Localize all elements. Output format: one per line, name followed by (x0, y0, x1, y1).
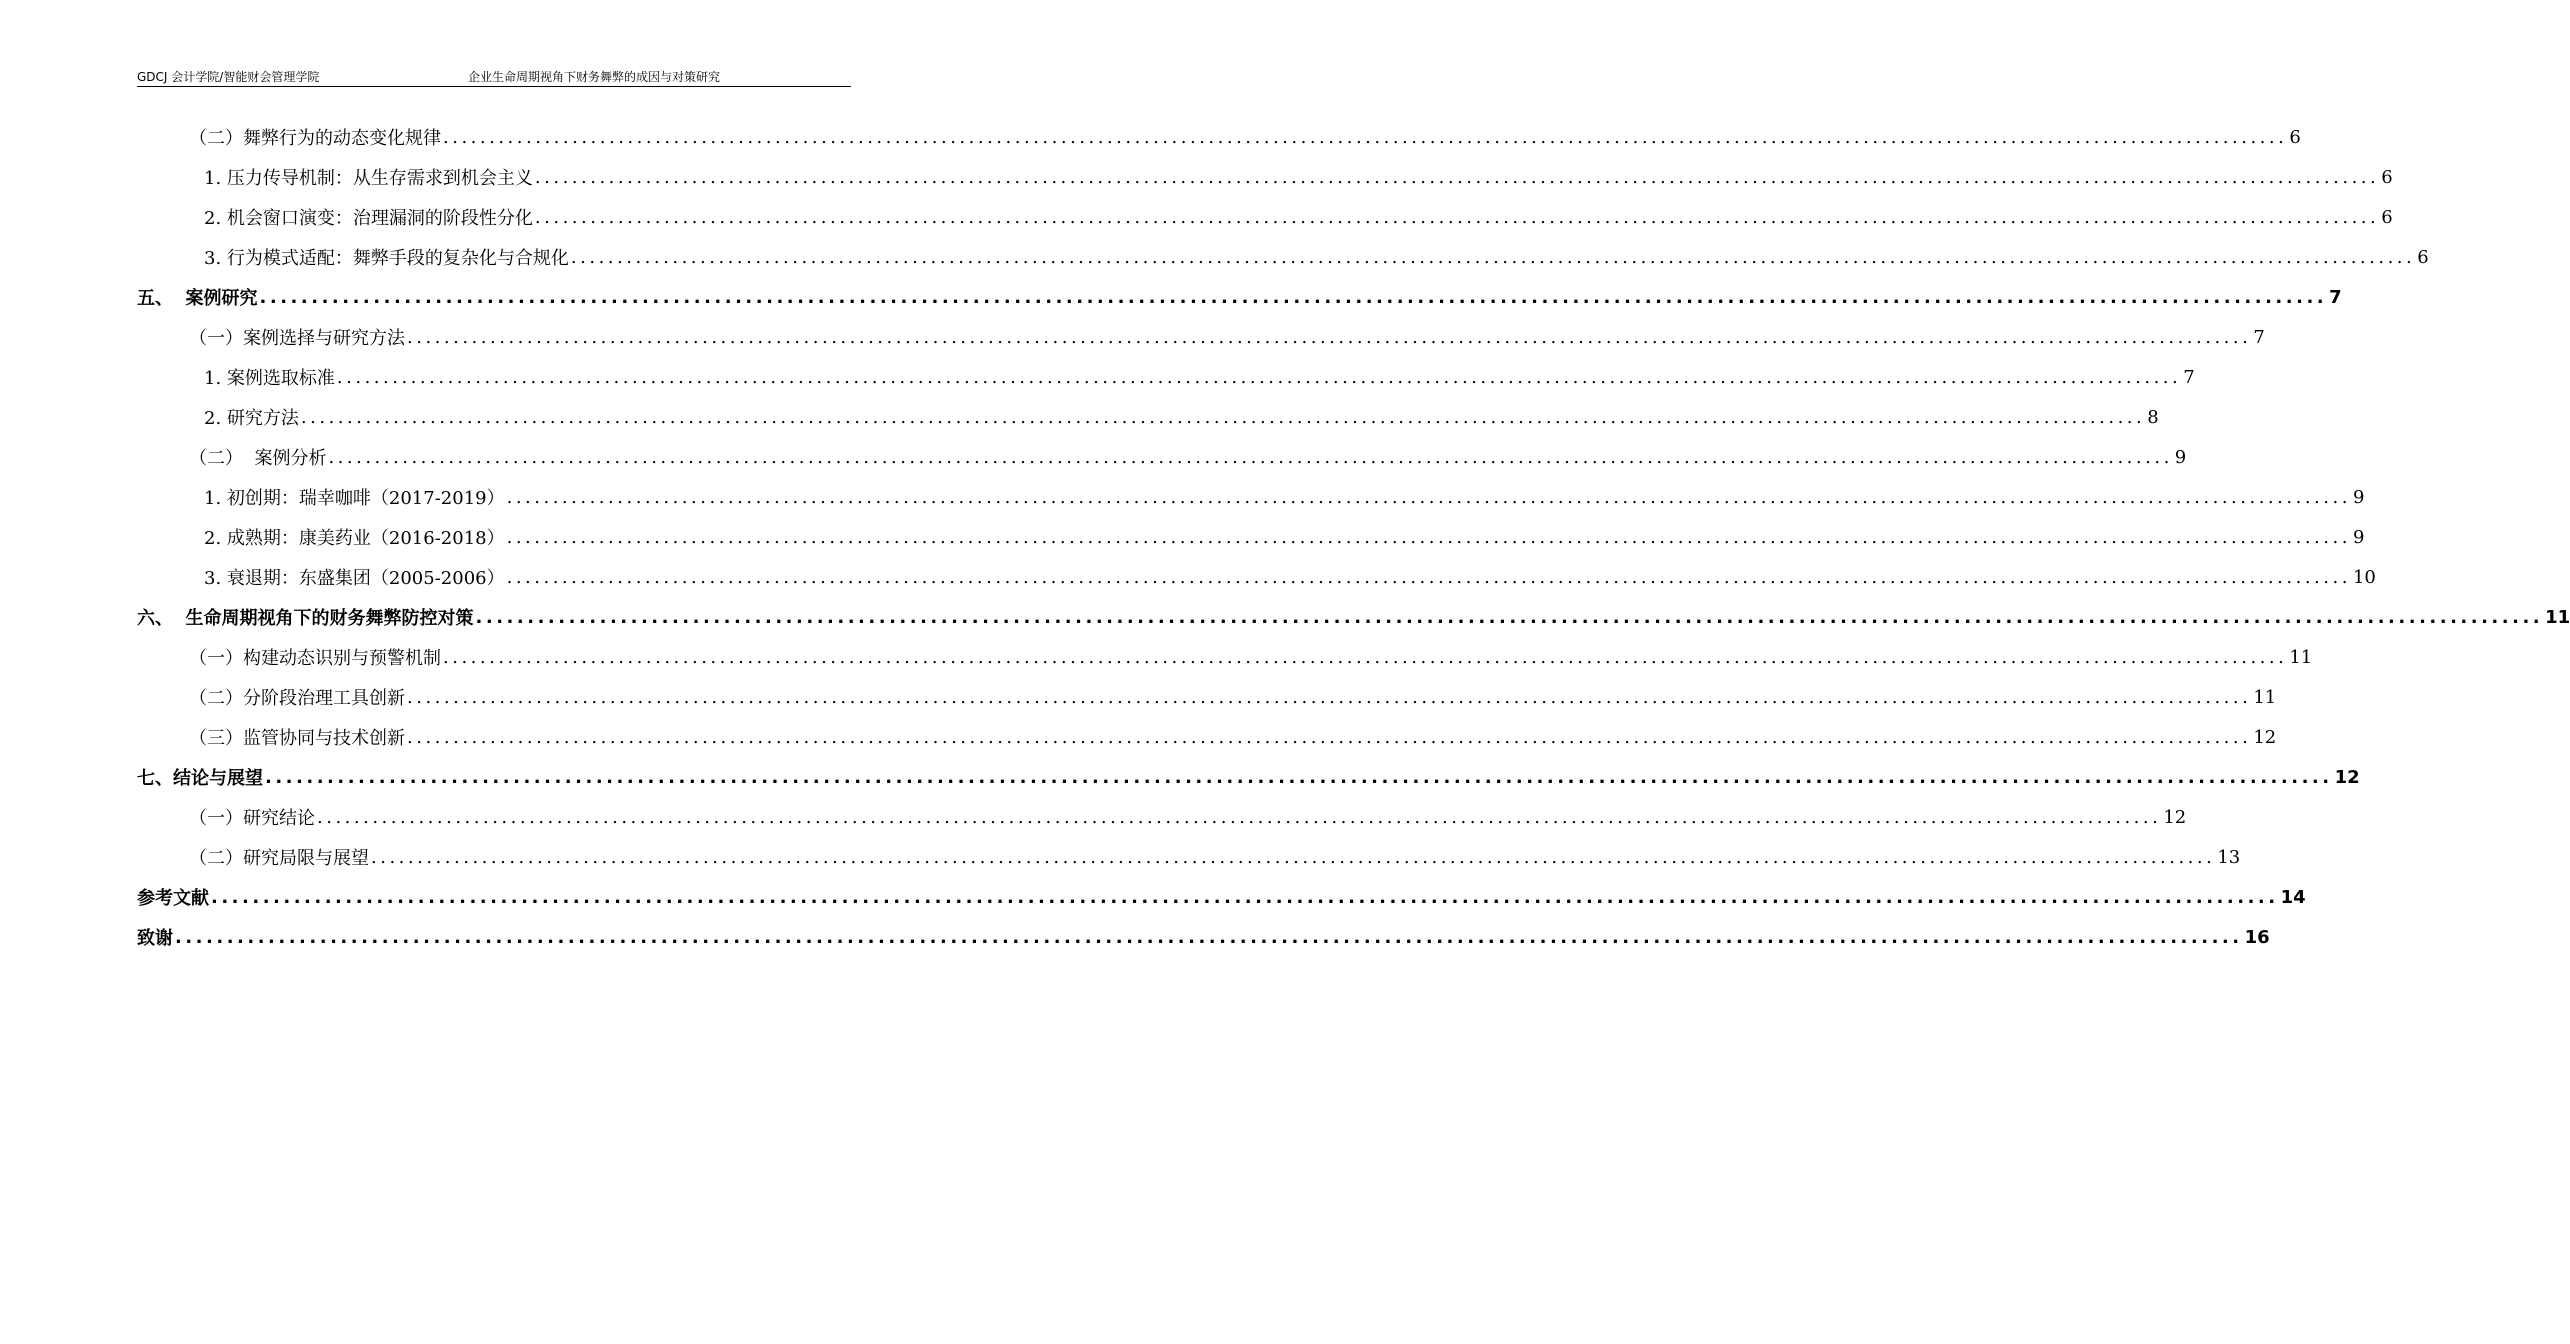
toc-dot-leader: ........................................................................................................................................................................................................ (506, 486, 2351, 508)
toc-entry[interactable] (137, 797, 2187, 837)
toc-dot-leader: ........................................................................................................................................................................................................ (317, 806, 2162, 828)
toc-entry[interactable] (137, 757, 2360, 797)
table-of-contents (137, 117, 2570, 957)
toc-dot-leader: ........................................................................................................................................................................................................ (506, 566, 2351, 588)
toc-entry[interactable] (137, 717, 2277, 757)
toc-entry-title: 五、 案例研究 (137, 288, 258, 309)
toc-entry-title: 1. 压力传导机制：从生存需求到机会主义 (204, 168, 533, 189)
toc-dot-leader: ........................................................................................................................................................................................................ (259, 286, 2328, 308)
toc-entry[interactable] (137, 357, 2195, 397)
toc-entry-page: 16 (2244, 926, 2270, 948)
toc-entry-title: （二）分阶段治理工具创新 (189, 688, 405, 709)
header-institution: GDCJ 会计学院/智能财会管理学院 (137, 70, 320, 84)
toc-entry-title: 六、 生命周期视角下的财务舞弊防控对策 (137, 608, 474, 629)
toc-entry-page: 12 (2253, 726, 2277, 748)
toc-entry[interactable] (137, 837, 2241, 877)
toc-entry[interactable] (137, 677, 2277, 717)
toc-entry-page: 9 (2174, 446, 2187, 468)
toc-dot-leader: ........................................................................................................................................................................................................ (443, 646, 2288, 668)
toc-entry-page: 6 (2417, 246, 2429, 268)
toc-dot-leader: ........................................................................................................................................................................................................ (407, 686, 2252, 708)
toc-entry[interactable] (137, 277, 2342, 317)
toc-entry-page: 11 (2545, 606, 2570, 628)
toc-dot-leader: ........................................................................................................................................................................................................ (300, 406, 2146, 428)
toc-entry-title: 致谢 (137, 928, 173, 949)
toc-entry[interactable] (137, 917, 2270, 957)
toc-entry[interactable] (137, 557, 2376, 597)
toc-dot-leader: ........................................................................................................................................................................................................ (336, 366, 2182, 388)
toc-dot-leader: ........................................................................................................................................................................................................ (175, 926, 2243, 948)
toc-entry-page: 9 (2352, 526, 2365, 548)
toc-entry[interactable] (137, 517, 2365, 557)
toc-entry[interactable] (137, 437, 2187, 477)
toc-entry-page: 14 (2280, 886, 2306, 908)
toc-entry-page: 11 (2289, 646, 2313, 668)
toc-entry-page: 11 (2253, 686, 2277, 708)
toc-dot-leader: ........................................................................................................................................................................................................ (328, 446, 2173, 468)
toc-entry-page: 12 (2334, 766, 2360, 788)
toc-entry-title: 七、结论与展望 (137, 768, 263, 789)
toc-entry-page: 6 (2381, 166, 2393, 188)
toc-entry-page: 12 (2163, 806, 2187, 828)
toc-entry-title: 2. 成熟期：康美药业（2016-2018） (204, 528, 505, 549)
toc-entry[interactable] (137, 397, 2159, 437)
toc-entry-page: 6 (2289, 126, 2301, 148)
toc-entry[interactable] (137, 637, 2313, 677)
toc-dot-leader: ........................................................................................................................................................................................................ (407, 726, 2252, 748)
toc-entry-title: （三）监管协同与技术创新 (189, 728, 405, 749)
toc-entry-title: 3. 行为模式适配：舞弊手段的复杂化与合规化 (204, 248, 569, 269)
toc-entry[interactable] (137, 317, 2265, 357)
toc-entry-title: 1. 案例选取标准 (204, 368, 335, 389)
toc-dot-leader: ........................................................................................................................................................................................................ (407, 326, 2252, 348)
toc-entry-page: 7 (2329, 286, 2342, 308)
toc-entry-page: 7 (2183, 366, 2195, 388)
toc-entry-title: （一）构建动态识别与预警机制 (189, 648, 441, 669)
toc-entry-page: 8 (2147, 406, 2159, 428)
toc-dot-leader: ........................................................................................................................................................................................................ (570, 246, 2416, 268)
toc-dot-leader: ........................................................................................................................................................................................................ (443, 126, 2288, 148)
toc-dot-leader: ........................................................................................................................................................................................................ (506, 526, 2351, 548)
toc-entry[interactable] (137, 117, 2301, 157)
toc-entry-title: （二）研究局限与展望 (189, 848, 369, 869)
toc-entry-title: （二）舞弊行为的动态变化规律 (189, 128, 441, 149)
toc-entry-title: 参考文献 (137, 888, 209, 909)
toc-entry[interactable] (137, 477, 2365, 517)
toc-entry-title: （一）研究结论 (189, 808, 315, 829)
toc-dot-leader: ........................................................................................................................................................................................................ (265, 766, 2333, 788)
toc-entry-title: 2. 研究方法 (204, 408, 299, 429)
toc-entry-page: 9 (2352, 486, 2365, 508)
toc-entry[interactable] (137, 237, 2429, 277)
toc-dot-leader: ........................................................................................................................................................................................................ (475, 606, 2544, 628)
toc-entry[interactable] (137, 157, 2393, 197)
header-thesis-title: 企业生命周期视角下财务舞弊的成因与对策研究 (468, 70, 721, 84)
toc-entry-page: 13 (2217, 846, 2241, 868)
toc-entry-title: 1. 初创期：瑞幸咖啡（2017-2019） (204, 488, 505, 509)
toc-entry-title: 2. 机会窗口演变：治理漏洞的阶段性分化 (204, 208, 533, 229)
page-header (137, 66, 851, 87)
toc-entry-title: 3. 衰退期：东盛集团（2005-2006） (204, 568, 505, 589)
toc-entry[interactable] (137, 197, 2393, 237)
toc-entry-title: （一）案例选择与研究方法 (189, 328, 405, 349)
toc-entry-page: 7 (2253, 326, 2265, 348)
toc-entry[interactable] (137, 597, 2570, 637)
toc-entry-title: （二） 案例分析 (189, 448, 327, 469)
toc-dot-leader: ........................................................................................................................................................................................................ (371, 846, 2216, 868)
toc-entry[interactable] (137, 877, 2306, 917)
toc-dot-leader: ........................................................................................................................................................................................................ (534, 206, 2380, 228)
toc-dot-leader: ........................................................................................................................................................................................................ (534, 166, 2380, 188)
toc-entry-page: 10 (2352, 566, 2376, 588)
toc-dot-leader: ........................................................................................................................................................................................................ (211, 886, 2279, 908)
toc-entry-page: 6 (2381, 206, 2393, 228)
